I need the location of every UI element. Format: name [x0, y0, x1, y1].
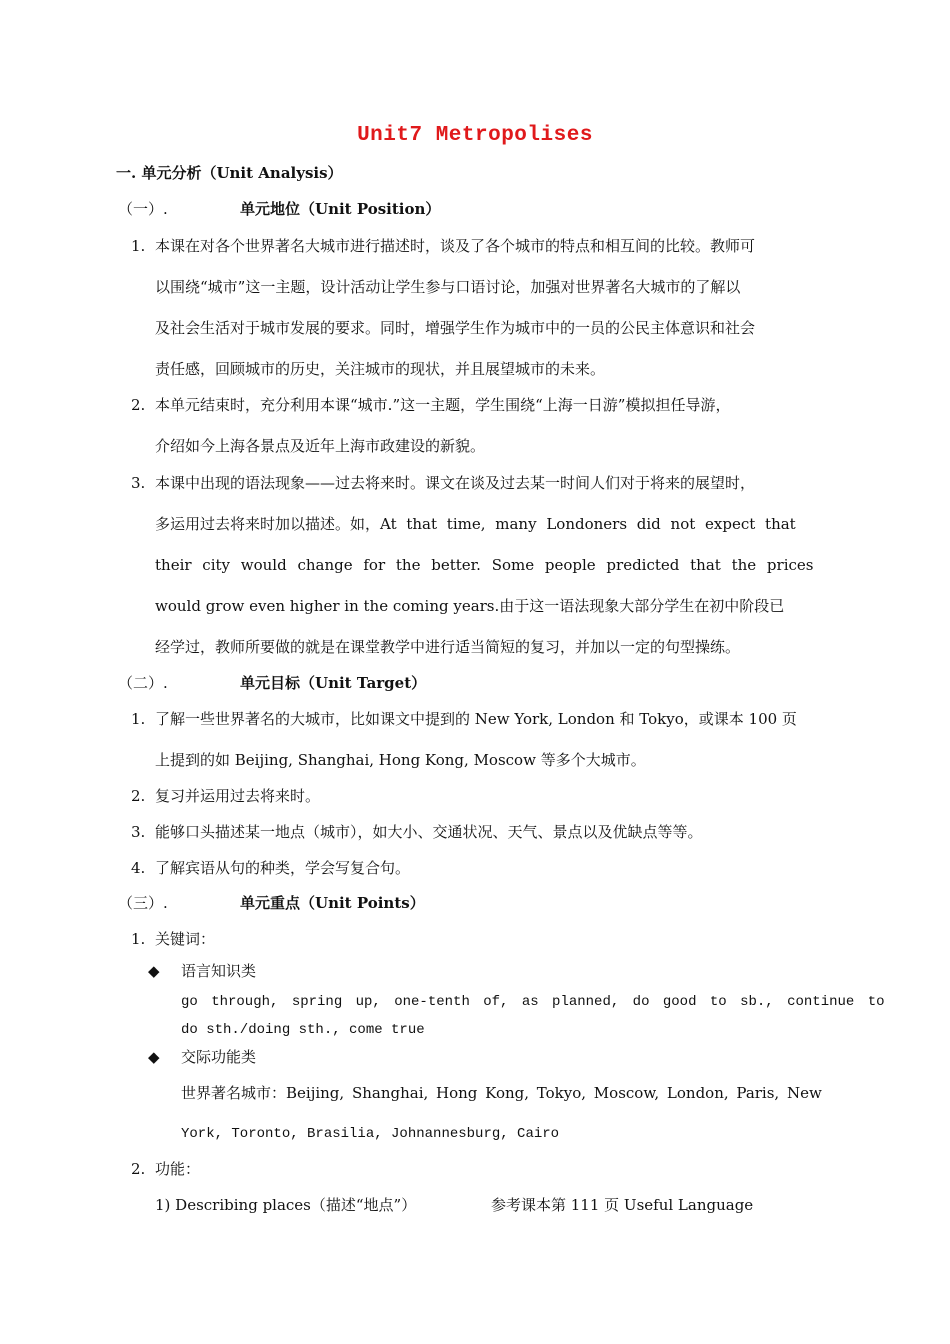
paragraph-line: their city would change for the better. Some people predicted that the prices: [155, 556, 814, 574]
function-label: 功能：: [155, 1160, 201, 1178]
keywords-label: 关键词：: [155, 930, 216, 948]
diamond-bullet-icon: ◆: [148, 1048, 160, 1066]
famous-cities-line: York, Toronto, Brasilia, Johnannesburg, Cairo: [181, 1126, 560, 1142]
document-title: Unit7 Metropolises: [357, 124, 593, 147]
list-number: 4.: [131, 859, 146, 877]
list-number: 3.: [131, 823, 146, 841]
famous-cities-line: 世界著名城市：Beijing, Shanghai, Hong Kong, Tokyo, Moscow, London, Paris, New: [181, 1084, 822, 1102]
paragraph-line: 本课中出现的语法现象——过去将来时。课文在谈及过去某一时间人们对于将来的展望时，: [155, 474, 756, 492]
paragraph-line: 复习并运用过去将来时。: [155, 787, 321, 805]
subsection-unit-points: 单元重点（Unit Points）: [240, 894, 425, 912]
paragraph-line: 本课在对各个世界著名大城市进行描述时，谈及了各个城市的特点和相互间的比较。教师可: [155, 237, 756, 255]
paragraph-line: 本单元结束时，充分利用本课“城市.”这一主题，学生围绕“上海一日游”模拟担任导游，: [155, 396, 731, 414]
language-knowledge-line: do sth./doing sth., come true: [181, 1022, 425, 1038]
subsection-unit-target: 单元目标（Unit Target）: [240, 674, 427, 692]
paragraph-line: 经学过，教师所要做的就是在课堂教学中进行适当简短的复习，并加以一定的句型操练。: [155, 638, 741, 656]
communication-function-label: 交际功能类: [181, 1048, 257, 1066]
list-number: 2.: [131, 1160, 146, 1178]
paragraph-line: 及社会生活对于城市发展的要求。同时，增强学生作为城市中的一员的公民主体意识和社会: [155, 319, 756, 337]
paragraph-line: 多运用过去将来时加以描述。如，At that time, many Londoners did not expect that: [155, 515, 796, 533]
paragraph-line: 了解一些世界著名的大城市，比如课文中提到的 New York, London 和 Tokyo，或课本 100 页: [155, 710, 797, 728]
paragraph-line: 责任感，回顾城市的历史，关注城市的现状，并且展望城市的未来。: [155, 360, 606, 378]
function-reference: 参考课本第 111 页 Useful Language: [491, 1196, 754, 1214]
paragraph-line: 介绍如今上海各景点及近年上海市政建设的新貌。: [155, 437, 486, 455]
list-number: 1.: [131, 237, 146, 255]
subsection-number: （二）.: [118, 674, 168, 692]
diamond-bullet-icon: ◆: [148, 962, 160, 980]
paragraph-line: 上提到的如 Beijing, Shanghai, Hong Kong, Moscow 等多个大城市。: [155, 751, 646, 769]
paragraph-line: 了解宾语从句的种类，学会写复合句。: [155, 859, 411, 877]
language-knowledge-line: go through, spring up, one-tenth of, as planned, do good to sb., continue to: [181, 994, 885, 1010]
list-number: 1.: [131, 930, 146, 948]
paragraph-line: would grow even higher in the coming years.由于这一语法现象大部分学生在初中阶段已: [155, 597, 785, 615]
subsection-number: （一）.: [118, 200, 168, 218]
subsection-unit-position: 单元地位（Unit Position）: [240, 200, 441, 218]
function-item: 1) Describing places（描述“地点”）: [155, 1196, 417, 1214]
list-number: 2.: [131, 787, 146, 805]
list-number: 2.: [131, 396, 146, 414]
paragraph-line: 以围绕“城市”这一主题，设计活动让学生参与口语讨论，加强对世界著名大城市的了解以: [155, 278, 741, 296]
list-number: 3.: [131, 474, 146, 492]
subsection-number: （三）.: [118, 894, 168, 912]
paragraph-line: 能够口头描述某一地点（城市），如大小、交通状况、天气、景点以及优缺点等等。: [155, 823, 703, 841]
list-number: 1.: [131, 710, 146, 728]
section-unit-analysis: 一. 单元分析（Unit Analysis）: [116, 164, 343, 182]
language-knowledge-label: 语言知识类: [181, 962, 257, 980]
